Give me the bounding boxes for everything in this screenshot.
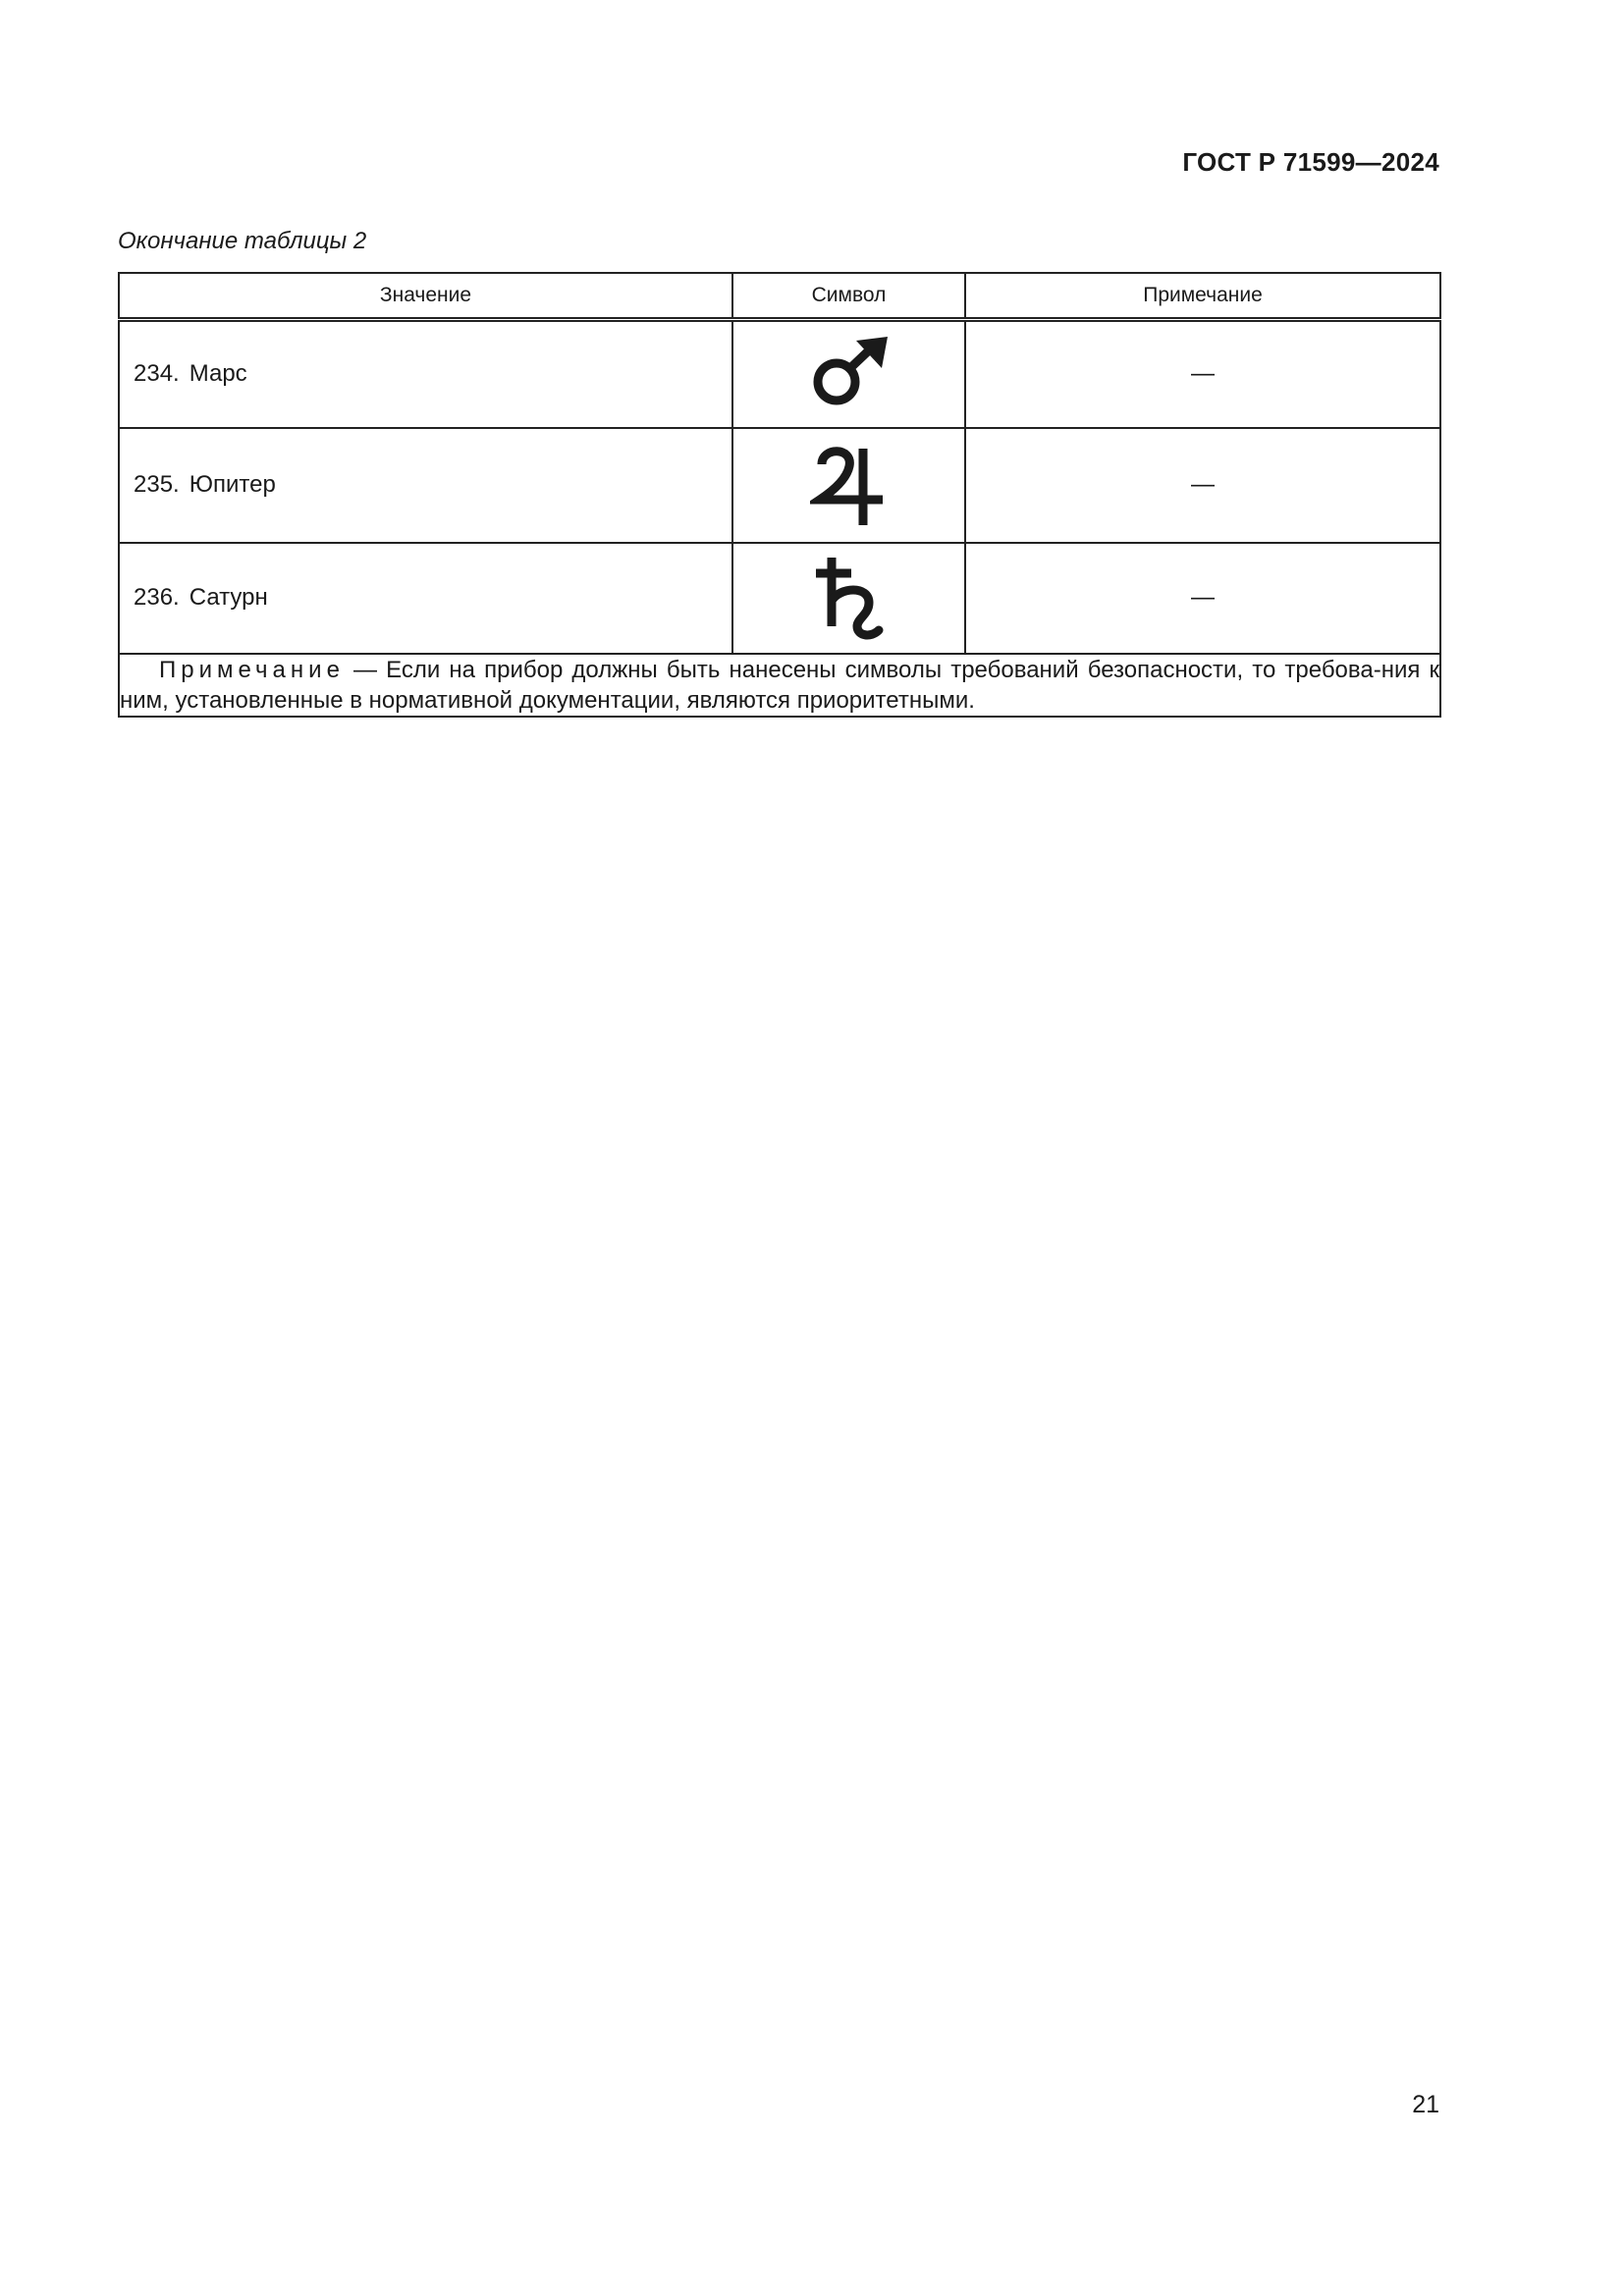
jupiter-symbol-icon	[810, 441, 889, 529]
mars-symbol-icon	[805, 335, 893, 413]
symbol-cell	[732, 543, 965, 654]
table-caption: Окончание таблицы 2	[118, 228, 367, 254]
note-cell: —	[965, 428, 1440, 543]
saturn-symbol-icon	[810, 554, 889, 642]
meaning-cell	[119, 320, 732, 428]
row-number: 236.	[134, 584, 180, 611]
meaning-cell	[119, 543, 732, 654]
row-number: 235.	[134, 471, 180, 498]
table-footnote-row	[119, 654, 1440, 717]
page-number: 21	[1412, 2091, 1439, 2118]
symbol-cell	[732, 428, 965, 543]
table-row	[119, 428, 1440, 543]
footnote-text: — Если на прибор должны быть нанесены символы требований безопасности, то требова-ния к ним, установленные в нормативной документации, являются приоритетными.	[120, 656, 1439, 714]
symbols-table	[118, 272, 1441, 718]
table-header-row	[119, 273, 1440, 320]
column-header-symbol: Символ	[732, 273, 965, 320]
meaning-text: Сатурн	[189, 584, 268, 611]
table-row	[119, 320, 1440, 428]
meaning-cell	[119, 428, 732, 543]
table-footnote	[119, 654, 1440, 717]
document-code: ГОСТ Р 71599—2024	[1182, 147, 1439, 177]
footnote-label: Примечание	[159, 656, 345, 683]
note-cell: —	[965, 543, 1440, 654]
row-number: 234.	[134, 360, 180, 388]
column-header-meaning: Значение	[119, 273, 732, 320]
meaning-text: Юпитер	[189, 471, 276, 498]
meaning-text: Марс	[189, 360, 247, 388]
symbol-cell	[732, 320, 965, 428]
column-header-note: Примечание	[965, 273, 1440, 320]
table-row	[119, 543, 1440, 654]
note-cell: —	[965, 320, 1440, 428]
